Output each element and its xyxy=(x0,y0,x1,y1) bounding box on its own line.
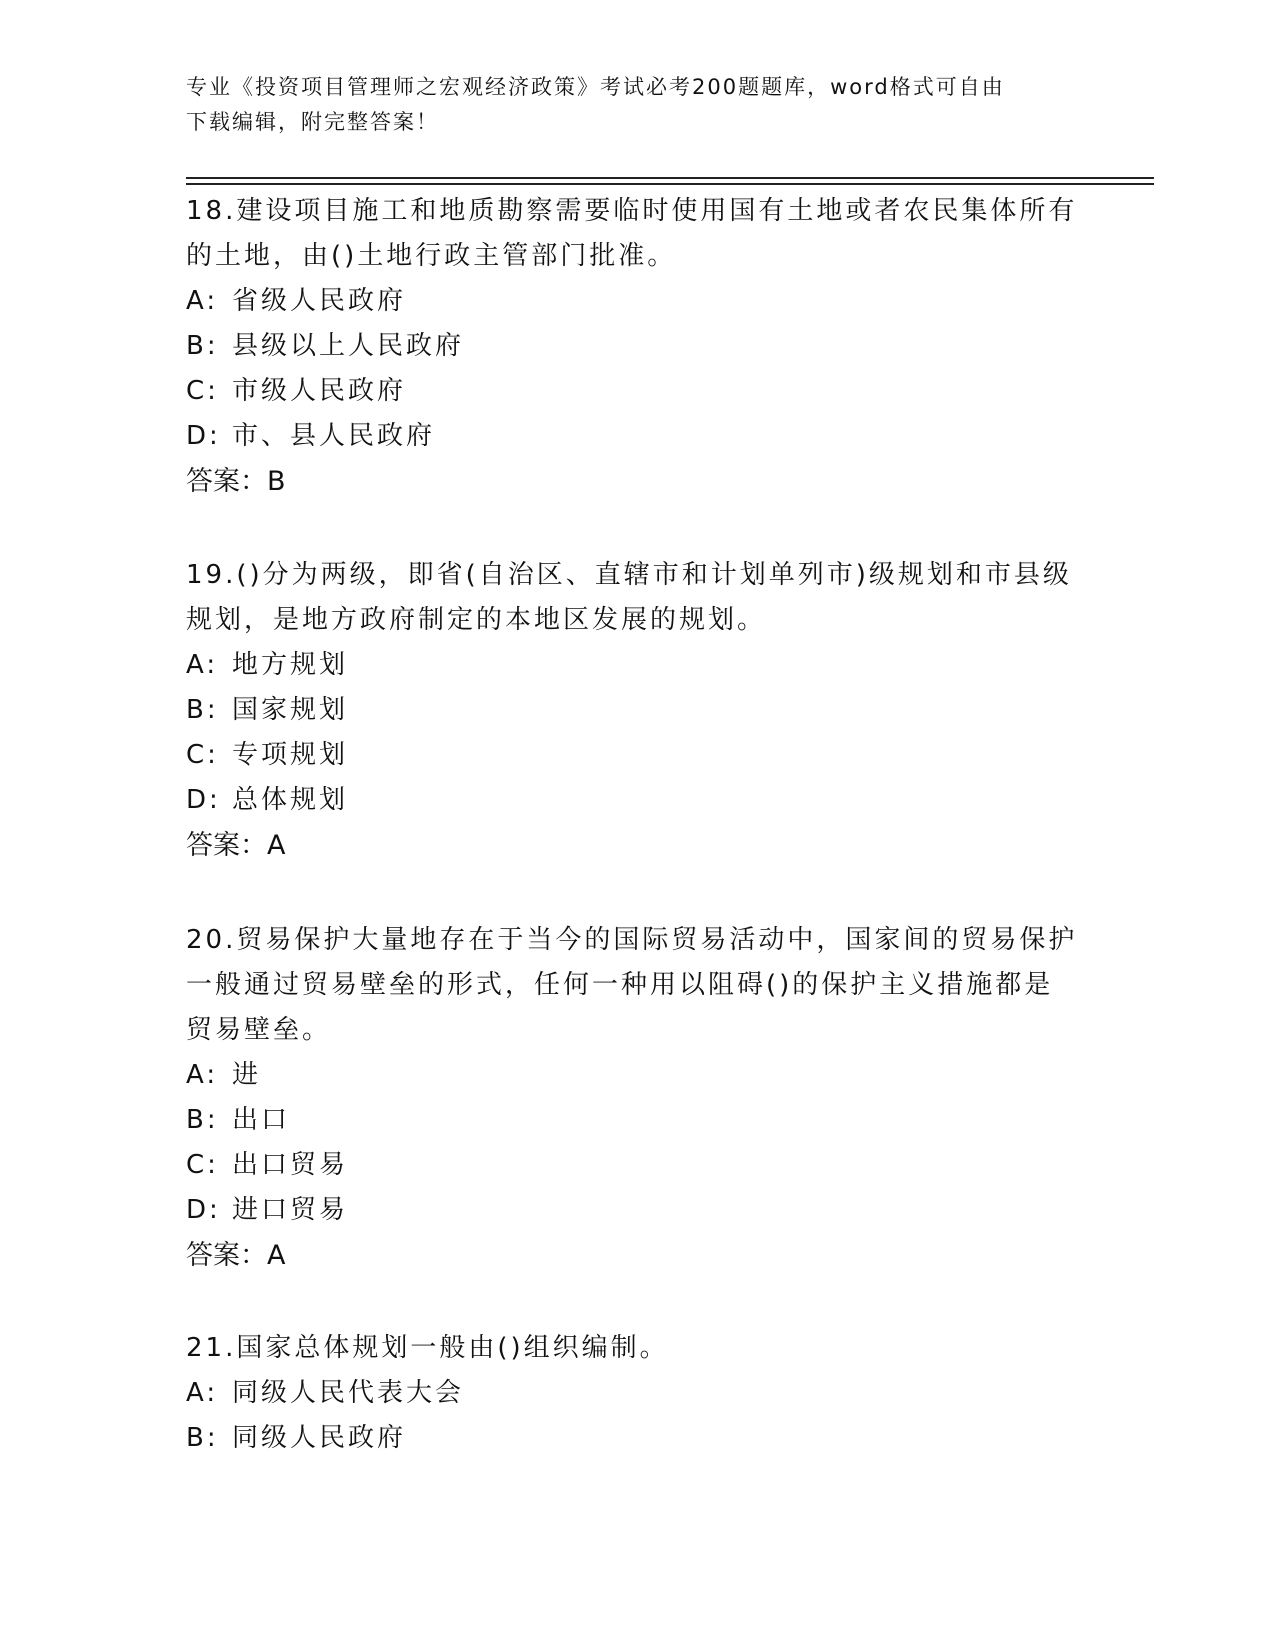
question-18 xyxy=(186,189,1086,504)
option-d xyxy=(186,1188,1086,1233)
option-text: 进口贸易 xyxy=(232,1195,349,1225)
question-text-line: 贸易壁垒。 xyxy=(186,1015,332,1045)
option-text: 市、县人民政府 xyxy=(232,421,436,451)
option-text: 总体规划 xyxy=(232,785,349,815)
question-21 xyxy=(186,1326,1086,1461)
option-a xyxy=(186,1371,1086,1416)
option-c xyxy=(186,733,1086,778)
option-c xyxy=(186,369,1086,414)
option-text: 市级人民政府 xyxy=(232,376,407,406)
question-19 xyxy=(186,553,1086,868)
question-text-line: 一般通过贸易壁垒的形式，任何一种用以阻碍()的保护主义措施都是 xyxy=(186,970,1054,1000)
question-20 xyxy=(186,918,1086,1278)
option-text: 同级人民代表大会 xyxy=(232,1378,465,1408)
option-key: A: xyxy=(186,286,219,316)
option-key: B: xyxy=(186,695,219,725)
document-header xyxy=(186,70,1066,140)
option-key: D: xyxy=(186,1195,221,1225)
option-key: B: xyxy=(186,1423,219,1453)
option-b xyxy=(186,688,1086,733)
option-text: 省级人民政府 xyxy=(232,286,407,316)
option-key: A: xyxy=(186,1060,219,1090)
option-text: 出口 xyxy=(232,1105,291,1135)
question-text-line: 21.国家总体规划一般由()组织编制。 xyxy=(186,1333,669,1363)
option-key: D: xyxy=(186,421,221,451)
question-text-line: 规划，是地方政府制定的本地区发展的规划。 xyxy=(186,605,767,635)
option-key: B: xyxy=(186,331,219,361)
answer-line: 答案：A xyxy=(186,830,286,861)
option-c xyxy=(186,1143,1086,1188)
option-text: 出口贸易 xyxy=(232,1150,349,1180)
question-text-line: 的土地，由()土地行政主管部门批准。 xyxy=(186,241,677,271)
option-text: 县级以上人民政府 xyxy=(232,331,465,361)
option-key: A: xyxy=(186,1378,219,1408)
option-b xyxy=(186,324,1086,369)
option-key: C: xyxy=(186,1150,219,1180)
option-text: 同级人民政府 xyxy=(232,1423,407,1453)
option-key: D: xyxy=(186,785,221,815)
option-a xyxy=(186,279,1086,324)
option-text: 进 xyxy=(232,1060,262,1090)
option-text: 国家规划 xyxy=(232,695,349,725)
question-text-line: 18.建设项目施工和地质勘察需要临时使用国有土地或者农民集体所有 xyxy=(186,196,1078,226)
option-a xyxy=(186,1053,1086,1098)
option-text: 专项规划 xyxy=(232,740,349,770)
option-key: C: xyxy=(186,740,219,770)
option-text: 地方规划 xyxy=(232,650,349,680)
option-key: A: xyxy=(186,650,219,680)
option-key: C: xyxy=(186,376,219,406)
header-line-2: 下载编辑，附完整答案！ xyxy=(186,110,439,134)
answer-line: 答案：B xyxy=(186,466,286,497)
answer-line: 答案：A xyxy=(186,1240,286,1271)
option-a xyxy=(186,643,1086,688)
question-text-line: 19.()分为两级，即省(自治区、直辖市和计划单列市)级规划和市县级 xyxy=(186,560,1072,590)
option-d xyxy=(186,414,1086,459)
header-divider-top xyxy=(186,177,1154,179)
header-line-1: 专业《投资项目管理师之宏观经济政策》考试必考200题题库，word格式可自由 xyxy=(186,75,1005,99)
question-text-line: 20.贸易保护大量地存在于当今的国际贸易活动中，国家间的贸易保护 xyxy=(186,925,1078,955)
option-b xyxy=(186,1098,1086,1143)
option-key: B: xyxy=(186,1105,219,1135)
header-divider-bottom xyxy=(186,183,1154,185)
option-d xyxy=(186,778,1086,823)
option-b xyxy=(186,1416,1086,1461)
